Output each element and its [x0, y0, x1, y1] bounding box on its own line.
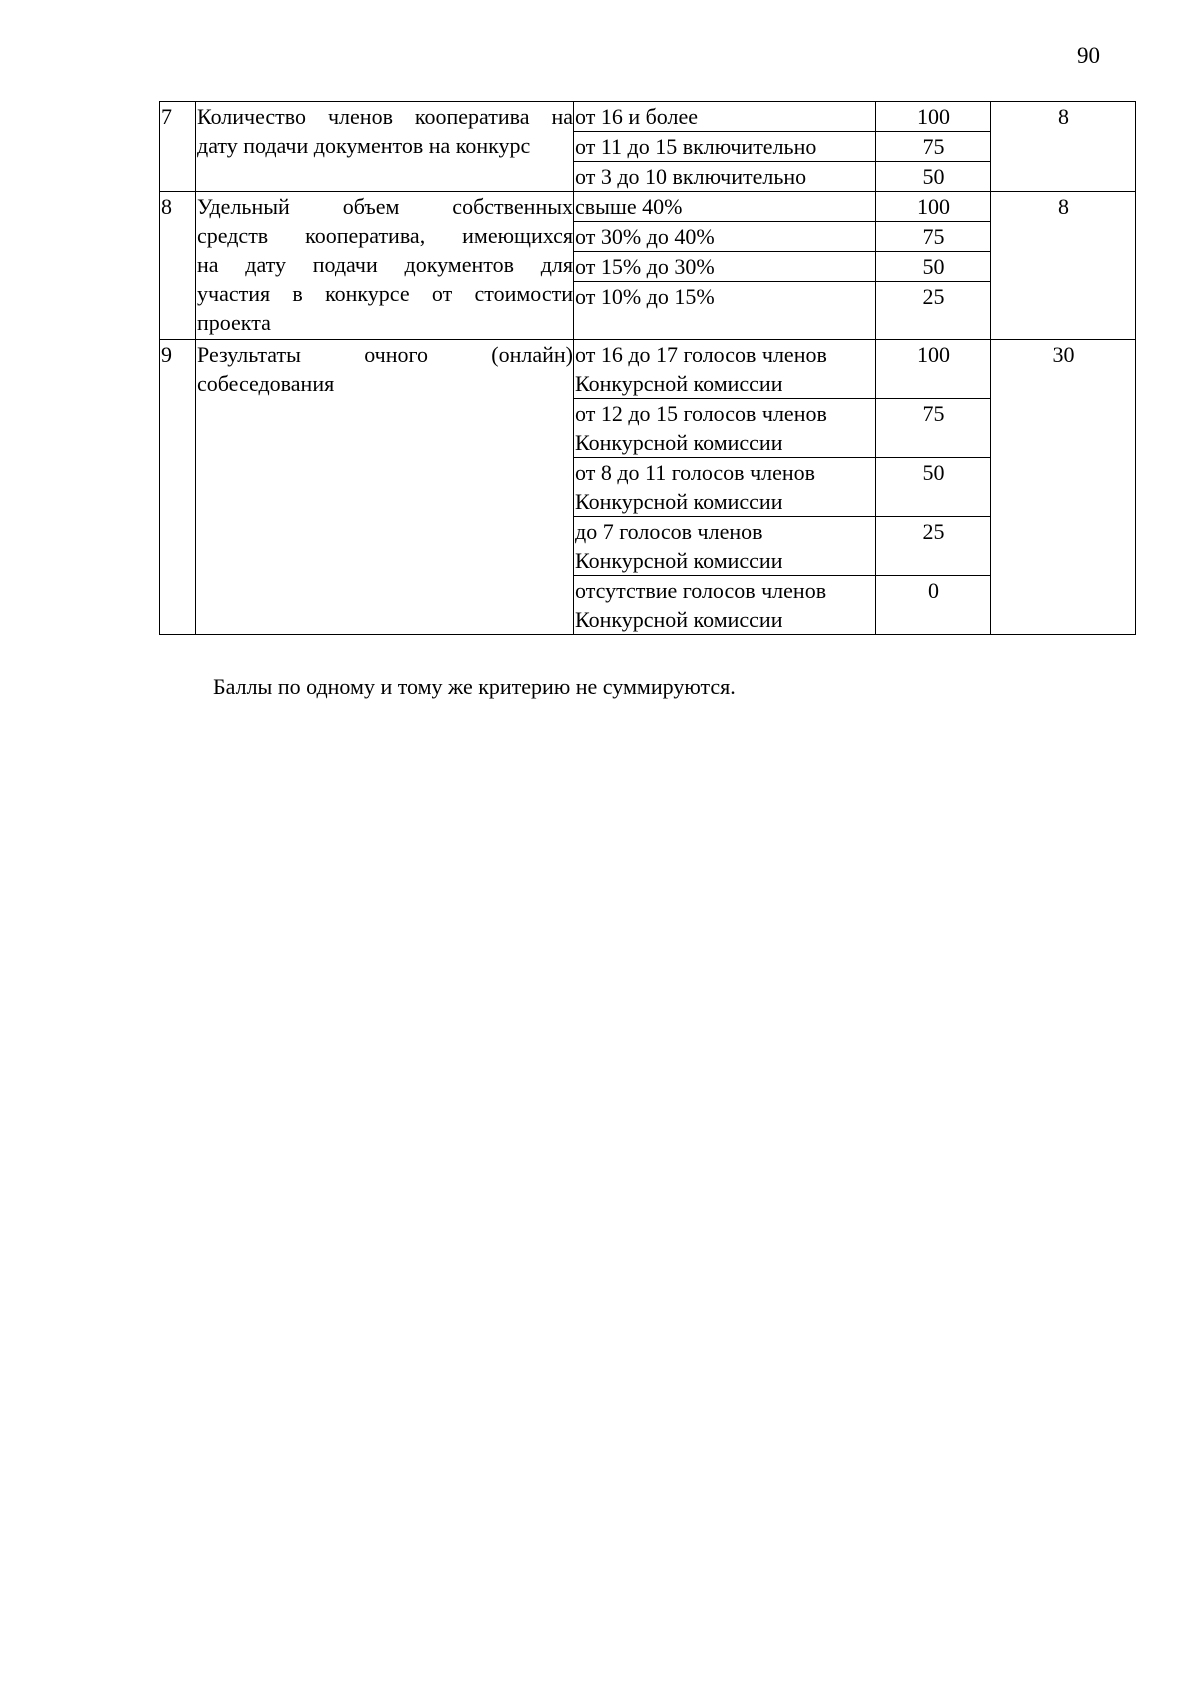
weight-cell: 8 [991, 102, 1136, 192]
criterion-name [196, 102, 574, 192]
table-row [160, 192, 1136, 222]
criterion-name-line: средств кооператива, имеющихся [197, 223, 573, 248]
page-number: 90 [1077, 43, 1100, 68]
weight-cell: 30 [991, 340, 1136, 635]
score-cell: 75 [876, 132, 991, 162]
condition-cell: от 15% до 30% [574, 252, 876, 282]
criterion-name-line: собеседования [197, 371, 335, 396]
criterion-number: 8 [160, 192, 196, 340]
condition-cell: до 7 голосов членов Конкурсной комиссии [574, 517, 876, 576]
condition-cell: от 3 до 10 включительно [574, 162, 876, 192]
criterion-name-line: проекта [197, 310, 271, 335]
condition-cell: от 8 до 11 голосов членов Конкурсной комиссии [574, 458, 876, 517]
criterion-name-line: участия в конкурсе от стоимости [197, 281, 573, 306]
condition-cell: от 11 до 15 включительно [574, 132, 876, 162]
criterion-name [196, 340, 574, 635]
score-cell: 100 [876, 340, 991, 399]
score-cell: 50 [876, 458, 991, 517]
condition-cell: свыше 40% [574, 192, 876, 222]
condition-cell: от 10% до 15% [574, 282, 876, 340]
score-cell: 50 [876, 252, 991, 282]
score-cell: 25 [876, 282, 991, 340]
table-row [160, 102, 1136, 132]
score-cell: 75 [876, 399, 991, 458]
condition-cell: от 12 до 15 голосов членов Конкурсной комиссии [574, 399, 876, 458]
weight-cell: 8 [991, 192, 1136, 340]
condition-cell: от 30% до 40% [574, 222, 876, 252]
criterion-name-line: Удельный объем собственных [197, 194, 573, 219]
criterion-name-line: на дату подачи документов для [197, 252, 573, 277]
criterion-name-line: Результаты очного (онлайн) [197, 342, 573, 367]
criterion-name-line: дату подачи документов на конкурс [197, 133, 531, 158]
criterion-number: 9 [160, 340, 196, 635]
score-cell: 50 [876, 162, 991, 192]
criterion-number: 7 [160, 102, 196, 192]
score-cell: 0 [876, 576, 991, 635]
score-cell: 25 [876, 517, 991, 576]
table-row [160, 340, 1136, 399]
condition-cell: отсутствие голосов членов Конкурсной комиссии [574, 576, 876, 635]
criterion-name [196, 192, 574, 340]
condition-cell: от 16 и более [574, 102, 876, 132]
condition-cell: от 16 до 17 голосов членов Конкурсной комиссии [574, 340, 876, 399]
score-cell: 100 [876, 102, 991, 132]
criteria-table [159, 101, 1136, 635]
footnote: Баллы по одному и тому же критерию не суммируются. [213, 674, 736, 699]
score-cell: 100 [876, 192, 991, 222]
score-cell: 75 [876, 222, 991, 252]
criterion-name-line: Количество членов кооператива на [197, 104, 573, 129]
